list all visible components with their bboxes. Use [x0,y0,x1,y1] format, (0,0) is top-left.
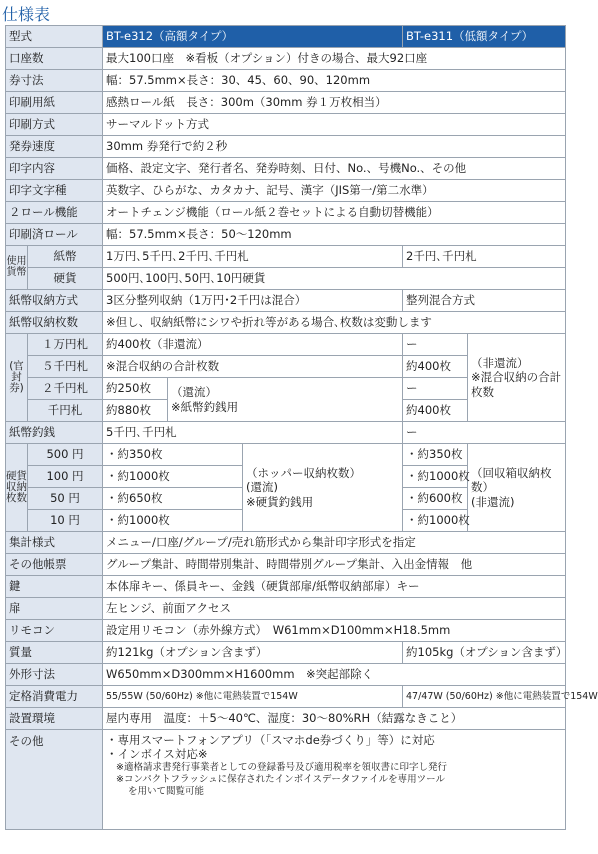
note-10000-e311: ー [403,334,468,356]
other-note-line: ・インボイス対応※ [106,747,208,762]
currency-note-e311: 2千円､千円札 [403,246,566,268]
other-note-line: ※コンパクトフラッシュに保存されたインボイスデータファイルを専用ツール [116,773,445,785]
coin-sublabel: 硬貨 [28,268,103,290]
coin-10-e312: ・約1000枚 [103,510,243,532]
mass-e311: 約105kg（オプション含まず） [403,642,566,664]
row-value: 設定用リモコン（赤外線方式） W61mm×D100mm×H18.5mm [103,620,566,642]
row-value: 左ヒンジ、前面アクセス [103,598,566,620]
row-label: リモコン [6,620,103,642]
row-label: 印字内容 [6,158,103,180]
currency-coin-value: 500円､100円､50円､10円硬貨 [103,268,566,290]
kansatsu-group-label: (官封券) [6,334,28,422]
row-label: 紙幣釣銭 [6,422,103,444]
model-e311-header: BT-e311（低額タイプ） [403,26,566,48]
e312-coin-remark: （ホッパー収納枚数） (還流) ※硬貨釣銭用 [243,444,403,532]
row-value: 幅：57.5mm×長さ：30、45、60、90、120mm [103,70,566,92]
note-2000-e311: ー [403,378,468,400]
note-2000-e312: 約250枚 [103,378,168,400]
coin-10-label: 10 円 [28,510,103,532]
note-2000-label: ２千円札 [28,378,103,400]
row-label: 設置環境 [6,708,103,730]
row-label: その他 [6,730,103,830]
note-change-e311: ー [403,422,566,444]
row-value: 英数字、ひらがな、カタカナ、記号、漢字（JIS第一/第二水準） [103,180,566,202]
coin-50-e311: ・約600枚 [403,488,468,510]
row-value: グループ集計、時間帯別集計、時間帯別グループ集計、入出金情報 他 [103,554,566,576]
row-value: W650mm×D300mm×H1600mm ※突起部除く [103,664,566,686]
model-label: 型式 [6,26,103,48]
row-value: 価格、設定文字、発行者名、発券時刻、日付、No.、号機No.、その他 [103,158,566,180]
page-title: 仕様表 [2,5,51,24]
other-notes [103,730,566,830]
row-label: 扉 [6,598,103,620]
row-value: ※但し、収納紙幣にシワや折れ等がある場合､枚数は変動します [103,312,566,334]
row-label: 紙幣収納枚数 [6,312,103,334]
note-method-e311: 整列混合方式 [403,290,566,312]
note-10000-e312: 約400枚（非還流） [103,334,403,356]
coin-100-e312: ・約1000枚 [103,466,243,488]
row-label: 印字文字種 [6,180,103,202]
row-label: 発券速度 [6,136,103,158]
note-sublabel: 紙幣 [28,246,103,268]
row-label: 集計様式 [6,532,103,554]
coin-10-e311: ・約1000枚 [403,510,468,532]
e312-note-remark: （還流） ※紙幣釣銭用 [168,378,403,422]
row-value: オートチェンジ機能（ロール紙２巻セットによる自動切替機能） [103,202,566,224]
model-e312-header: BT-e312（高額タイプ） [103,26,403,48]
mass-e312: 約121kg（オプション含まず） [103,642,403,664]
power-e311: 47/47W (50/60Hz) ※他に電熱装置で154W [403,686,566,708]
row-label: 鍵 [6,576,103,598]
coin-500-label: 500 円 [28,444,103,466]
coin-500-e312: ・約350枚 [103,444,243,466]
row-value: サーマルドット方式 [103,114,566,136]
row-value: 30mm 券発行で約２秒 [103,136,566,158]
row-label: 質量 [6,642,103,664]
row-label: 定格消費電力 [6,686,103,708]
row-value: 最大100口座 ※看板（オプション）付きの場合、最大92口座 [103,48,566,70]
row-label: 紙幣収納方式 [6,290,103,312]
currency-note-e312: 1万円､5千円､2千円､千円札 [103,246,403,268]
row-value: 感熱ロール紙 長さ：300m（30mm 券１万枚相当） [103,92,566,114]
coin-500-e311: ・約350枚 [403,444,468,466]
row-label: 券寸法 [6,70,103,92]
row-label: 口座数 [6,48,103,70]
e311-note-remark: （非還流） ※混合収納の合計枚数 [468,334,566,422]
coin-100-e311: ・約1000枚 [403,466,468,488]
row-value: メニュー/口座/グループ/売れ筋形式から集計印字形式を指定 [103,532,566,554]
row-value: 幅：57.5mm×長さ：50〜120mm [103,224,566,246]
note-1000-e311: 約400枚 [403,400,468,422]
coin-group-label: 硬貨収納枚数 [6,444,28,532]
row-label: 印刷済ロール [6,224,103,246]
row-value: 屋内専用 温度：＋5〜40℃、湿度：30〜80%RH（結露なきこと） [103,708,566,730]
note-1000-e312: 約880枚 [103,400,168,422]
note-10000-label: １万円札 [28,334,103,356]
spec-table [5,25,598,830]
note-5000-label: ５千円札 [28,356,103,378]
coin-100-label: 100 円 [28,466,103,488]
note-1000-label: 千円札 [28,400,103,422]
row-label: 印刷方式 [6,114,103,136]
coin-50-e312: ・約650枚 [103,488,243,510]
currency-label: 使用貨幣 [6,246,28,290]
row-value: 本体扉キー、係員キー、金銭（硬貨部扉/紙幣収納部扉）キー [103,576,566,598]
note-mixed-remark: ※混合収納の合計枚数 [103,356,403,378]
other-note-line: ※適格請求書発行事業者としての登録番号及び適用税率を領収書に印字し発行 [116,761,447,773]
coin-50-label: 50 円 [28,488,103,510]
note-change-e312: 5千円､千円札 [103,422,403,444]
other-note-line: ・専用スマートフォンアプリ（「スマホde券づくり」等）に対応 [106,733,435,747]
other-note-line: を用いて閲覧可能 [128,785,205,797]
e311-coin-remark: （回収箱収納枚数） (非還流) [468,444,566,532]
row-label: 印刷用紙 [6,92,103,114]
note-method-e312: 3区分整列収納（1万円･2千円は混合） [103,290,403,312]
row-label: ２ロール機能 [6,202,103,224]
row-label: その他帳票 [6,554,103,576]
power-e312: 55/55W (50/60Hz) ※他に電熱装置で154W [103,686,403,708]
row-label: 外形寸法 [6,664,103,686]
note-5000-e311: 約400枚 [403,356,468,378]
